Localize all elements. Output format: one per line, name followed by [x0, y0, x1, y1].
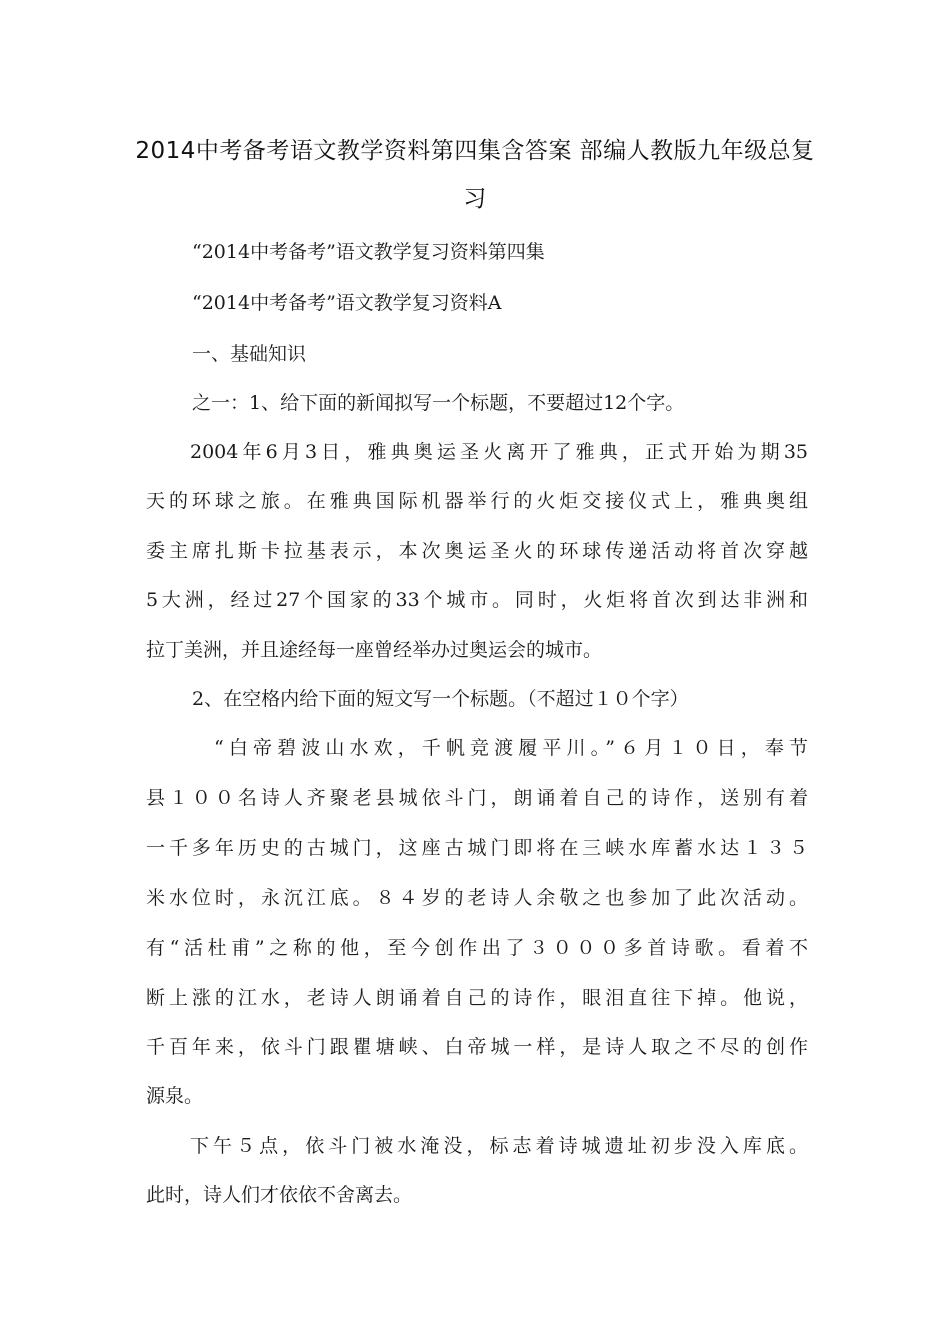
paragraph-line: 5大洲，经过27个国家的33个城市。同时，火炬将首次到达非洲和 — [146, 589, 808, 611]
paragraph-line: 米水位时，永沉江底。８４岁的老诗人余敬之也参加了此次活动。 — [146, 887, 808, 909]
paragraph-line: 委主席扎斯卡拉基表示，本次奥运圣火的环球传递活动将首次穿越 — [146, 540, 808, 562]
paragraph-line: 一千多年历史的古城门，这座古城门即将在三峡水库蓄水达１３５ — [146, 837, 808, 859]
paragraph-line: 千百年来，依斗门跟瞿塘峡、白帝城一样，是诗人取之不尽的创作 — [146, 1036, 808, 1058]
paragraph-line: 天的环球之旅。在雅典国际机器举行的火炬交接仪式上，雅典奥组 — [146, 490, 808, 512]
paragraph-line: 2004年6月3日，雅典奥运圣火离开了雅典，正式开始为期35 — [190, 441, 808, 463]
paragraph-line: 此时，诗人们才依依不舍离去。 — [146, 1184, 413, 1206]
document-title-line-2: 习 — [463, 186, 487, 212]
paragraph-line: 有“活杜甫”之称的他，至今创作出了３０００多首诗歌。看着不 — [146, 937, 808, 959]
subtitle-line: “2014中考备考”语文教学复习资料A — [192, 292, 502, 314]
paragraph-line: 拉丁美洲，并且途经每一座曾经举办过奥运会的城市。 — [146, 639, 603, 661]
subtitle-line: “2014中考备考”语文教学复习资料第四集 — [192, 241, 545, 263]
paragraph-line: 下午５点，依斗门被水淹没，标志着诗城遗址初步没入库底。 — [190, 1135, 808, 1157]
paragraph-line: “白帝碧波山水欢，千帆竞渡履平川。”６月１０日，奉节 — [214, 737, 808, 759]
paragraph-line: 县１００名诗人齐聚老县城依斗门，朗诵着自己的诗作，送别有着 — [146, 787, 808, 809]
paragraph-line: 源泉。 — [146, 1085, 204, 1107]
paragraph-line: 断上涨的江水，老诗人朗诵着自己的诗作，眼泪直往下掉。他说， — [146, 987, 808, 1009]
section-heading: 一、基础知识 — [192, 343, 307, 365]
question-line: 之一：1、给下面的新闻拟写一个标题，不要超过12个字。 — [192, 392, 685, 414]
question-line: 2、在空格内给下面的短文写一个标题。（不超过１０个字） — [192, 688, 689, 710]
document-title-line-1: 2014中考备考语文教学资料第四集含答案 部编人教版九年级总复 — [135, 138, 815, 164]
